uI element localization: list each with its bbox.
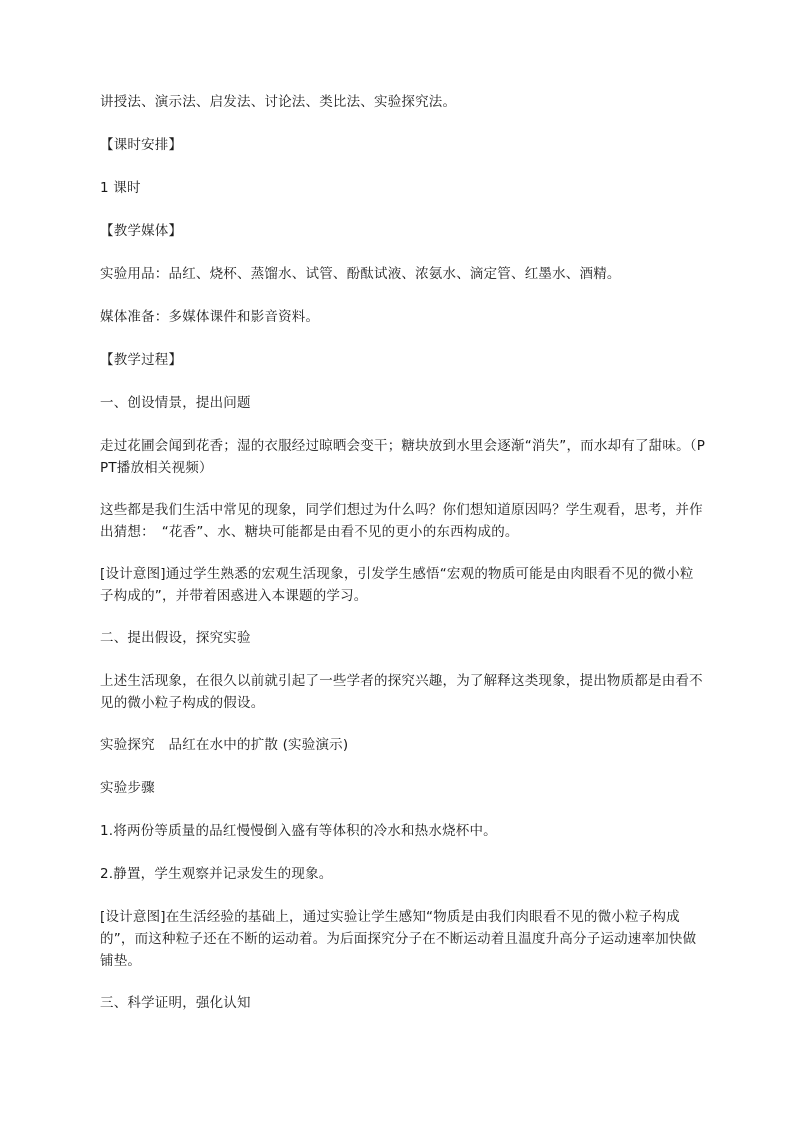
class-schedule-heading: 【课时安排】: [100, 137, 183, 153]
experiment-title-text: 实验探究 品红在水中的扩散 (实验演示): [100, 737, 349, 753]
class-hours-text: 1 课时: [100, 180, 141, 196]
design-intent-two-text: [设计意图]在生活经验的基础上，通过实验让学生感知“物质是由我们肉眼看不见的微小粒子构成的”，而这种粒子还在不断的运动着。为后面探究分子在不断运动着且温度升高分子运动速率加快做铺垫。: [100, 909, 697, 969]
experiment-steps-heading: 实验步骤: [100, 780, 155, 796]
step-two-text: 2.静置，学生观察并记录发生的现象。: [100, 866, 333, 882]
teaching-media-heading: 【教学媒体】: [100, 223, 183, 239]
life-phenomena-text: 走过花圃会闻到花香；湿的衣服经过晾晒会变干；糖块放到水里会逐渐“消失”，而水却有了甜味。（PPT播放相关视频）: [100, 438, 706, 476]
teaching-process-heading: 【教学过程】: [100, 352, 183, 368]
section-one-heading: 一、创设情景，提出问题: [100, 395, 251, 411]
media-preparation-text: 媒体准备：多媒体课件和影音资料。: [100, 309, 320, 325]
section-two-heading: 二、提出假设，探究实验: [100, 630, 251, 646]
step-one-text: 1.将两份等质量的品红慢慢倒入盛有等体积的冷水和热水烧杯中。: [100, 823, 497, 839]
document-body: [100, 91, 706, 1035]
hypothesis-text: 上述生活现象，在很久以前就引起了一些学者的探究兴趣，为了解释这类现象，提出物质都是由看不见的微小粒子构成的假设。: [100, 673, 703, 711]
experiment-supplies-text: 实验用品：品红、烧杯、蒸馏水、试管、酚酞试液、浓氨水、滴定管、红墨水、酒精。: [100, 266, 621, 282]
teaching-methods-text: 讲授法、演示法、启发法、讨论法、类比法、实验探究法。: [100, 94, 457, 110]
student-guess-text: 这些都是我们生活中常见的现象，同学们想过为什么吗？你们想知道原因吗？学生观看，思考，并作出猜想： “花香”、水、糖块可能都是由看不见的更小的东西构成的。: [100, 502, 703, 540]
section-three-heading: 三、科学证明，强化认知: [100, 995, 251, 1011]
design-intent-one-text: [设计意图]通过学生熟悉的宏观生活现象，引发学生感悟“宏观的物质可能是由肉眼看不见的微小粒子构成的”，并带着困惑进入本课题的学习。: [100, 566, 694, 604]
